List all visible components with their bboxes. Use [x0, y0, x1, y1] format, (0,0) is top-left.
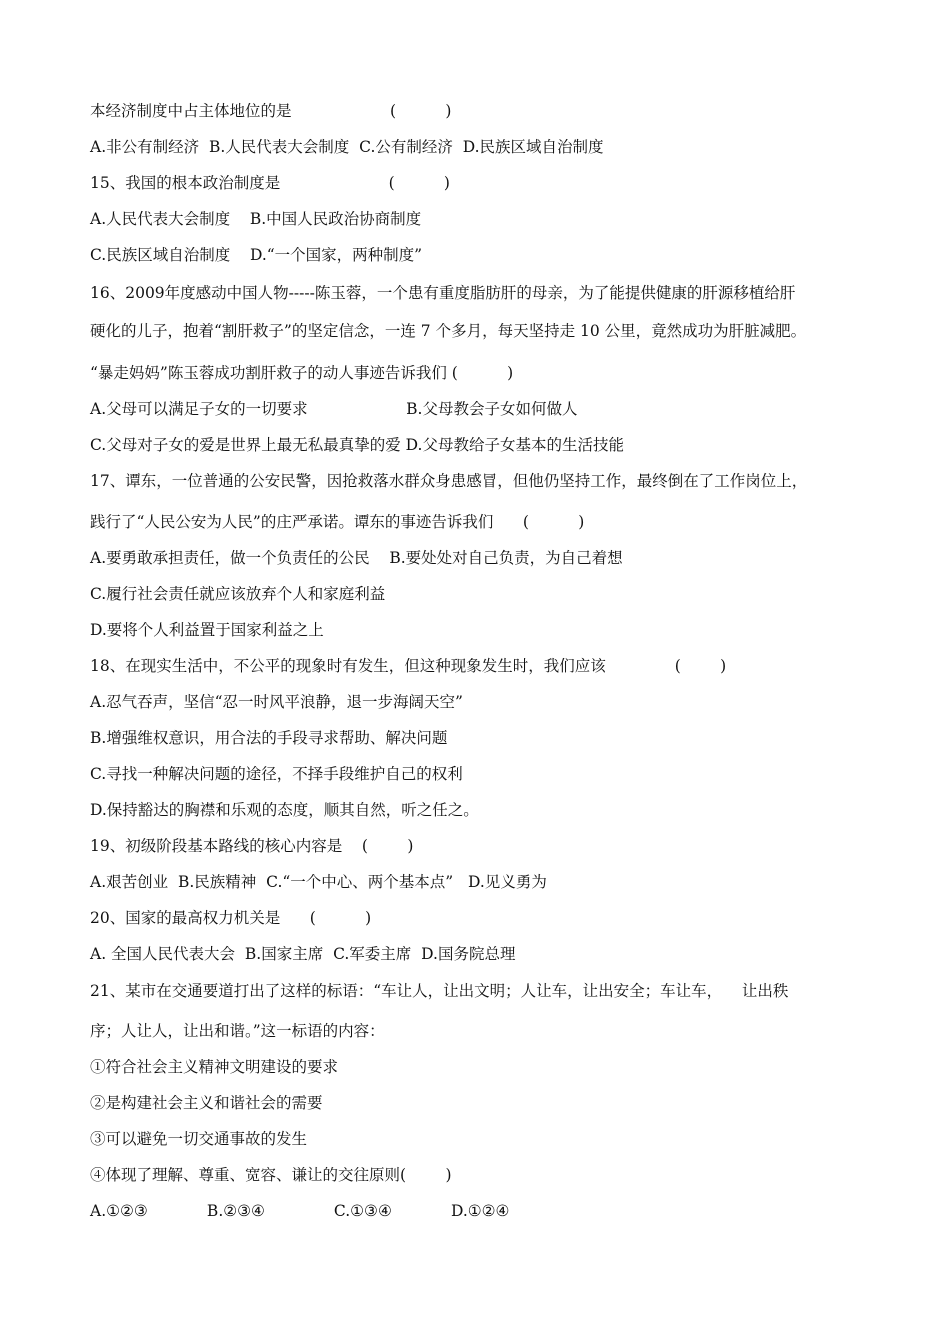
text-line: C.父母对子女的爱是世界上最无私最真挚的爱 D.父母教给子女基本的生活技能 [90, 436, 624, 454]
text-line: 15、我国的根本政治制度是 ( ) [90, 174, 450, 192]
text-line: ④体现了理解、尊重、宽容、谦让的交往原则( ) [90, 1166, 452, 1184]
text-line: A.①②③ B.②③④ C.①③④ D.①②④ [90, 1202, 510, 1220]
text-line: 本经济制度中占主体地位的是 ( ) [90, 102, 452, 120]
text-line: 20、国家的最高权力机关是 ( ) [90, 909, 372, 927]
text-line: 践行了“人民公安为人民”的庄严承诺。谭东的事迹告诉我们 ( ) [90, 513, 585, 531]
text-line: ①符合社会主义精神文明建设的要求 [90, 1058, 339, 1076]
text-line: D.要将个人利益置于国家利益之上 [90, 621, 324, 639]
text-line: C.寻找一种解决问题的途径，不择手段维护自己的权利 [90, 765, 463, 783]
text-line: A.父母可以满足子女的一切要求 B.父母教会子女如何做人 [90, 400, 578, 418]
text-line: A. 全国人民代表大会 B.国家主席 C.军委主席 D.国务院总理 [90, 945, 516, 963]
text-line: ②是构建社会主义和谐社会的需要 [90, 1094, 323, 1112]
text-line: C.民族区域自治制度 D.“一个国家，两种制度” [90, 246, 423, 264]
text-line: 19、初级阶段基本路线的核心内容是 ( ) [90, 837, 414, 855]
text-line: 17、谭东，一位普通的公安民警，因抢救落水群众身患感冒，但他仍坚持工作，最终倒在了工作岗位上， [90, 472, 808, 490]
text-line: ③可以避免一切交通事故的发生 [90, 1130, 308, 1148]
text-line: C.履行社会责任就应该放弃个人和家庭利益 [90, 585, 386, 603]
text-line: 16、2009年度感动中国人物-----陈玉蓉，一个患有重度脂肪肝的母亲，为了能提供健康的肝源移植给肝 [90, 284, 796, 302]
text-line: 硬化的儿子，抱着“割肝救子”的坚定信念，一连 7 个多月，每天坚持走 10 公里，竟然成功为肝脏减肥。 [90, 322, 807, 340]
text-line: A.要勇敢承担责任，做一个负责任的公民 B.要处处对自己负责，为自己着想 [90, 549, 623, 567]
text-line: A.非公有制经济 B.人民代表大会制度 C.公有制经济 D.民族区域自治制度 [90, 138, 604, 156]
text-line: 序；人让人，让出和谐。”这一标语的内容： [90, 1022, 385, 1040]
text-line: A.忍气吞声，坚信“忍一时风平浪静，退一步海阔天空” [90, 693, 463, 711]
text-line: 18、在现实生活中，不公平的现象时有发生，但这种现象发生时，我们应该 ( ) [90, 657, 727, 675]
text-line: A.艰苦创业 B.民族精神 C.“一个中心、两个基本点” D.见义勇为 [90, 873, 547, 891]
text-line: B.增强维权意识，用合法的手段寻求帮助、解决问题 [90, 729, 448, 747]
text-line: “暴走妈妈”陈玉蓉成功割肝救子的动人事迹告诉我们 ( ) [90, 364, 514, 382]
text-line: 21、某市在交通要道打出了这样的标语：“车让人，让出文明；人让车，让出安全；车让车， 让出秩 [90, 982, 789, 1000]
text-line: A.人民代表大会制度 B.中国人民政治协商制度 [90, 210, 422, 228]
text-line: D.保持豁达的胸襟和乐观的态度，顺其自然，听之任之。 [90, 801, 479, 819]
